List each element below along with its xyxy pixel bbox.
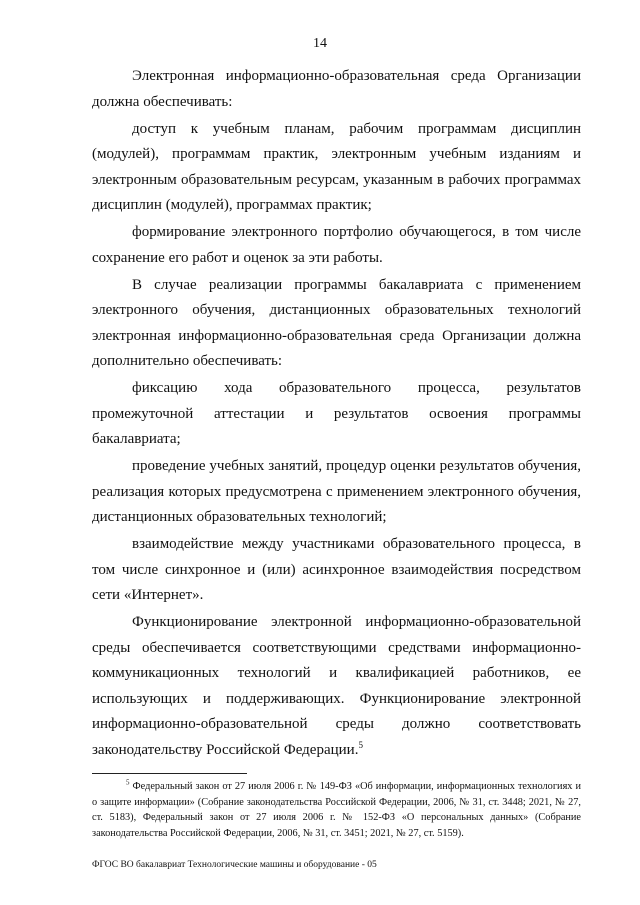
paragraph-text: Функционирование электронной информационно-образовательной среды обеспечивается соответствующими средствами информационно-коммуникационных технологий и квалификацией работников, ее использующих и поддерживающих. Функционирование электронной информационно-образовательной среды должно соответствовать законодательству Российской Федерации. (92, 614, 581, 758)
paragraph: В случае реализации программы бакалавриата с применением электронного обучения, дистанционных образовательных технологий электронная информационно-образовательная среда Организации должна дополнительно обеспечивать: (92, 276, 581, 369)
footnote (92, 779, 581, 841)
footnote-marker: 5 (126, 778, 130, 787)
footnote-separator (92, 773, 247, 774)
paragraph-with-footnote-ref (92, 610, 581, 763)
paragraph: Электронная информационно-образовательная среда Организации должна обеспечивать: (92, 68, 581, 110)
paragraph: взаимодействие между участниками образовательного процесса, в том числе синхронное и (или) асинхронное взаимодействия посредством сети «Интернет». (92, 536, 581, 603)
paragraph: доступ к учебным планам, рабочим программам дисциплин (модулей), программам практик, электронным учебным изданиям и электронным образовательным ресурсам, указанным в рабочих программах дисциплин (модулей), программах практик; (92, 120, 581, 213)
page-number: 14 (313, 36, 327, 51)
body-text (92, 64, 581, 765)
paragraph: фиксацию хода образовательного процесса, результатов промежуточной аттестации и результатов освоения программы бакалавриата; (92, 380, 581, 447)
footnote-reference: 5 (358, 739, 363, 750)
paragraph: формирование электронного портфолио обучающегося, в том числе сохранение его работ и оценок за эти работы. (92, 224, 581, 266)
paragraph: проведение учебных занятий, процедур оценки результатов обучения, реализация которых предусмотрена с применением электронного обучения, дистанционных образовательных технологий; (92, 458, 581, 525)
page-footer: ФГОС ВО бакалавриат Технологические машины и оборудование - 05 (92, 860, 377, 870)
footnote-text: Федеральный закон от 27 июля 2006 г. № 149-ФЗ «Об информации, информационных технологиях и о защите информации» (Собрание законодательства Российской Федерации, 2006, № 31, ст. 3448; 2021, № 27, ст. 5183), Федеральный закон от 27 июля 2006 г. № 152-ФЗ «О персональных данных» (Собрание законодательства Российской Федерации, 2006, № 31, ст. 3451; 2021, № 27, ст. 5159). (92, 781, 581, 839)
